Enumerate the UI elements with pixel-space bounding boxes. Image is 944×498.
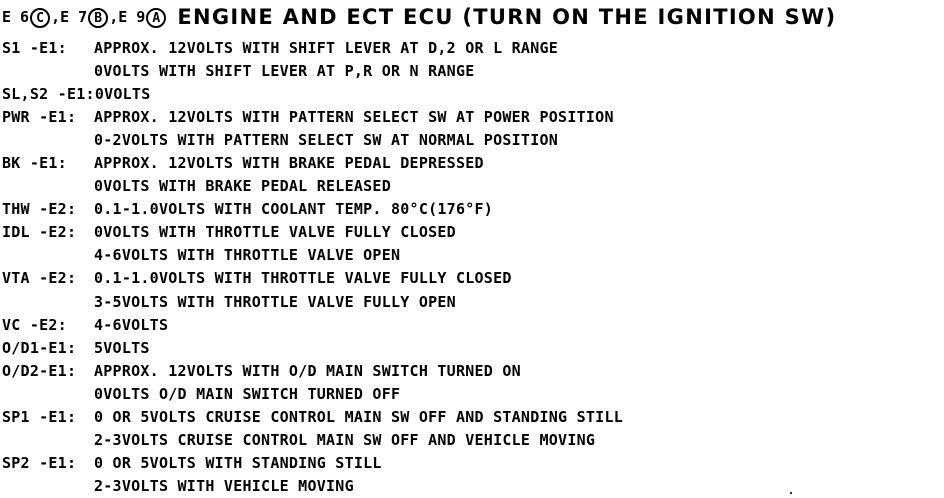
list-item — [2, 151, 932, 174]
header-prefix-e6: E 6 — [2, 8, 30, 26]
voltage-spec: 4-6VOLTS — [94, 315, 169, 334]
terminal-label: VC -E2: — [2, 315, 67, 334]
terminal-voltage-list — [2, 36, 932, 498]
voltage-spec: 2-3VOLTS CRUISE CONTROL MAIN SW OFF AND VEHICLE MOVING — [94, 431, 596, 450]
page-header — [2, 2, 836, 32]
voltage-spec: 0.1-1.0VOLTS WITH THROTTLE VALVE FULLY CLOSED — [94, 269, 512, 288]
list-item — [2, 336, 932, 359]
list-item — [2, 290, 932, 313]
voltage-spec: 2-3VOLTS WITH VEHICLE MOVING — [94, 477, 354, 496]
terminal-label: IDL -E2: — [2, 223, 77, 242]
circled-letter-b: B — [88, 8, 108, 28]
terminal-label: PWR -E1: — [2, 107, 77, 126]
list-item — [2, 406, 932, 429]
terminal-label: SP1 -E1: — [2, 408, 77, 427]
header-separator-e7: ,E 7 — [51, 8, 88, 26]
list-item — [2, 452, 932, 475]
voltage-spec: 0.1-1.0VOLTS WITH COOLANT TEMP. 80°C(176°F) — [94, 200, 494, 219]
voltage-spec: 0VOLTS — [94, 84, 151, 103]
list-item — [2, 221, 932, 244]
voltage-spec: APPROX. 12VOLTS WITH BRAKE PEDAL DEPRESSED — [94, 154, 484, 173]
list-item — [2, 59, 932, 82]
voltage-spec: 0VOLTS WITH SHIFT LEVER AT P,R OR N RANGE — [94, 61, 475, 80]
circled-letter-c: C — [30, 8, 50, 28]
list-item — [2, 105, 932, 128]
voltage-spec: 0 OR 5VOLTS CRUISE CONTROL MAIN SW OFF AND STANDING STILL — [94, 408, 624, 427]
terminal-label: SL,S2 -E1: — [2, 84, 95, 103]
list-item — [2, 359, 932, 382]
voltage-spec: 0VOLTS O/D MAIN SWITCH TURNED OFF — [94, 384, 401, 403]
scan-speck — [790, 492, 792, 494]
voltage-spec: APPROX. 12VOLTS WITH O/D MAIN SWITCH TURNED ON — [94, 361, 521, 380]
page-title: ENGINE AND ECT ECU (TURN ON THE IGNITION SW) — [177, 5, 837, 29]
terminal-label: O/D2-E1: — [2, 361, 77, 380]
terminal-label: SP2 -E1: — [2, 454, 77, 473]
list-item — [2, 313, 932, 336]
voltage-spec: 0VOLTS WITH BRAKE PEDAL RELEASED — [94, 177, 391, 196]
terminal-label: O/D1-E1: — [2, 338, 77, 357]
list-item — [2, 198, 932, 221]
voltage-spec: 4-6VOLTS WITH THROTTLE VALVE OPEN — [94, 246, 401, 265]
voltage-spec: 0VOLTS WITH THROTTLE VALVE FULLY CLOSED — [94, 223, 456, 242]
list-item — [2, 382, 932, 405]
voltage-spec: 5VOLTS — [94, 338, 150, 357]
terminal-label: VTA -E2: — [2, 269, 77, 288]
terminal-label: BK -E1: — [2, 154, 67, 173]
voltage-spec: 3-5VOLTS WITH THROTTLE VALVE FULLY OPEN — [94, 292, 456, 311]
terminal-label: S1 -E1: — [2, 38, 67, 57]
voltage-spec: 0 OR 5VOLTS WITH STANDING STILL — [94, 454, 382, 473]
list-item — [2, 475, 932, 498]
voltage-spec: APPROX. 12VOLTS WITH SHIFT LEVER AT D,2 OR L RANGE — [94, 38, 559, 57]
list-item — [2, 267, 932, 290]
list-item — [2, 82, 932, 105]
list-item — [2, 128, 932, 151]
voltage-spec: 0-2VOLTS WITH PATTERN SELECT SW AT NORMAL POSITION — [94, 130, 559, 149]
list-item — [2, 429, 932, 452]
voltage-spec: APPROX. 12VOLTS WITH PATTERN SELECT SW AT POWER POSITION — [94, 107, 614, 126]
list-item — [2, 36, 932, 59]
list-item — [2, 175, 932, 198]
header-separator-e9: ,E 9 — [109, 8, 146, 26]
circled-letter-a: A — [146, 8, 166, 28]
list-item — [2, 244, 932, 267]
terminal-label: THW -E2: — [2, 200, 77, 219]
